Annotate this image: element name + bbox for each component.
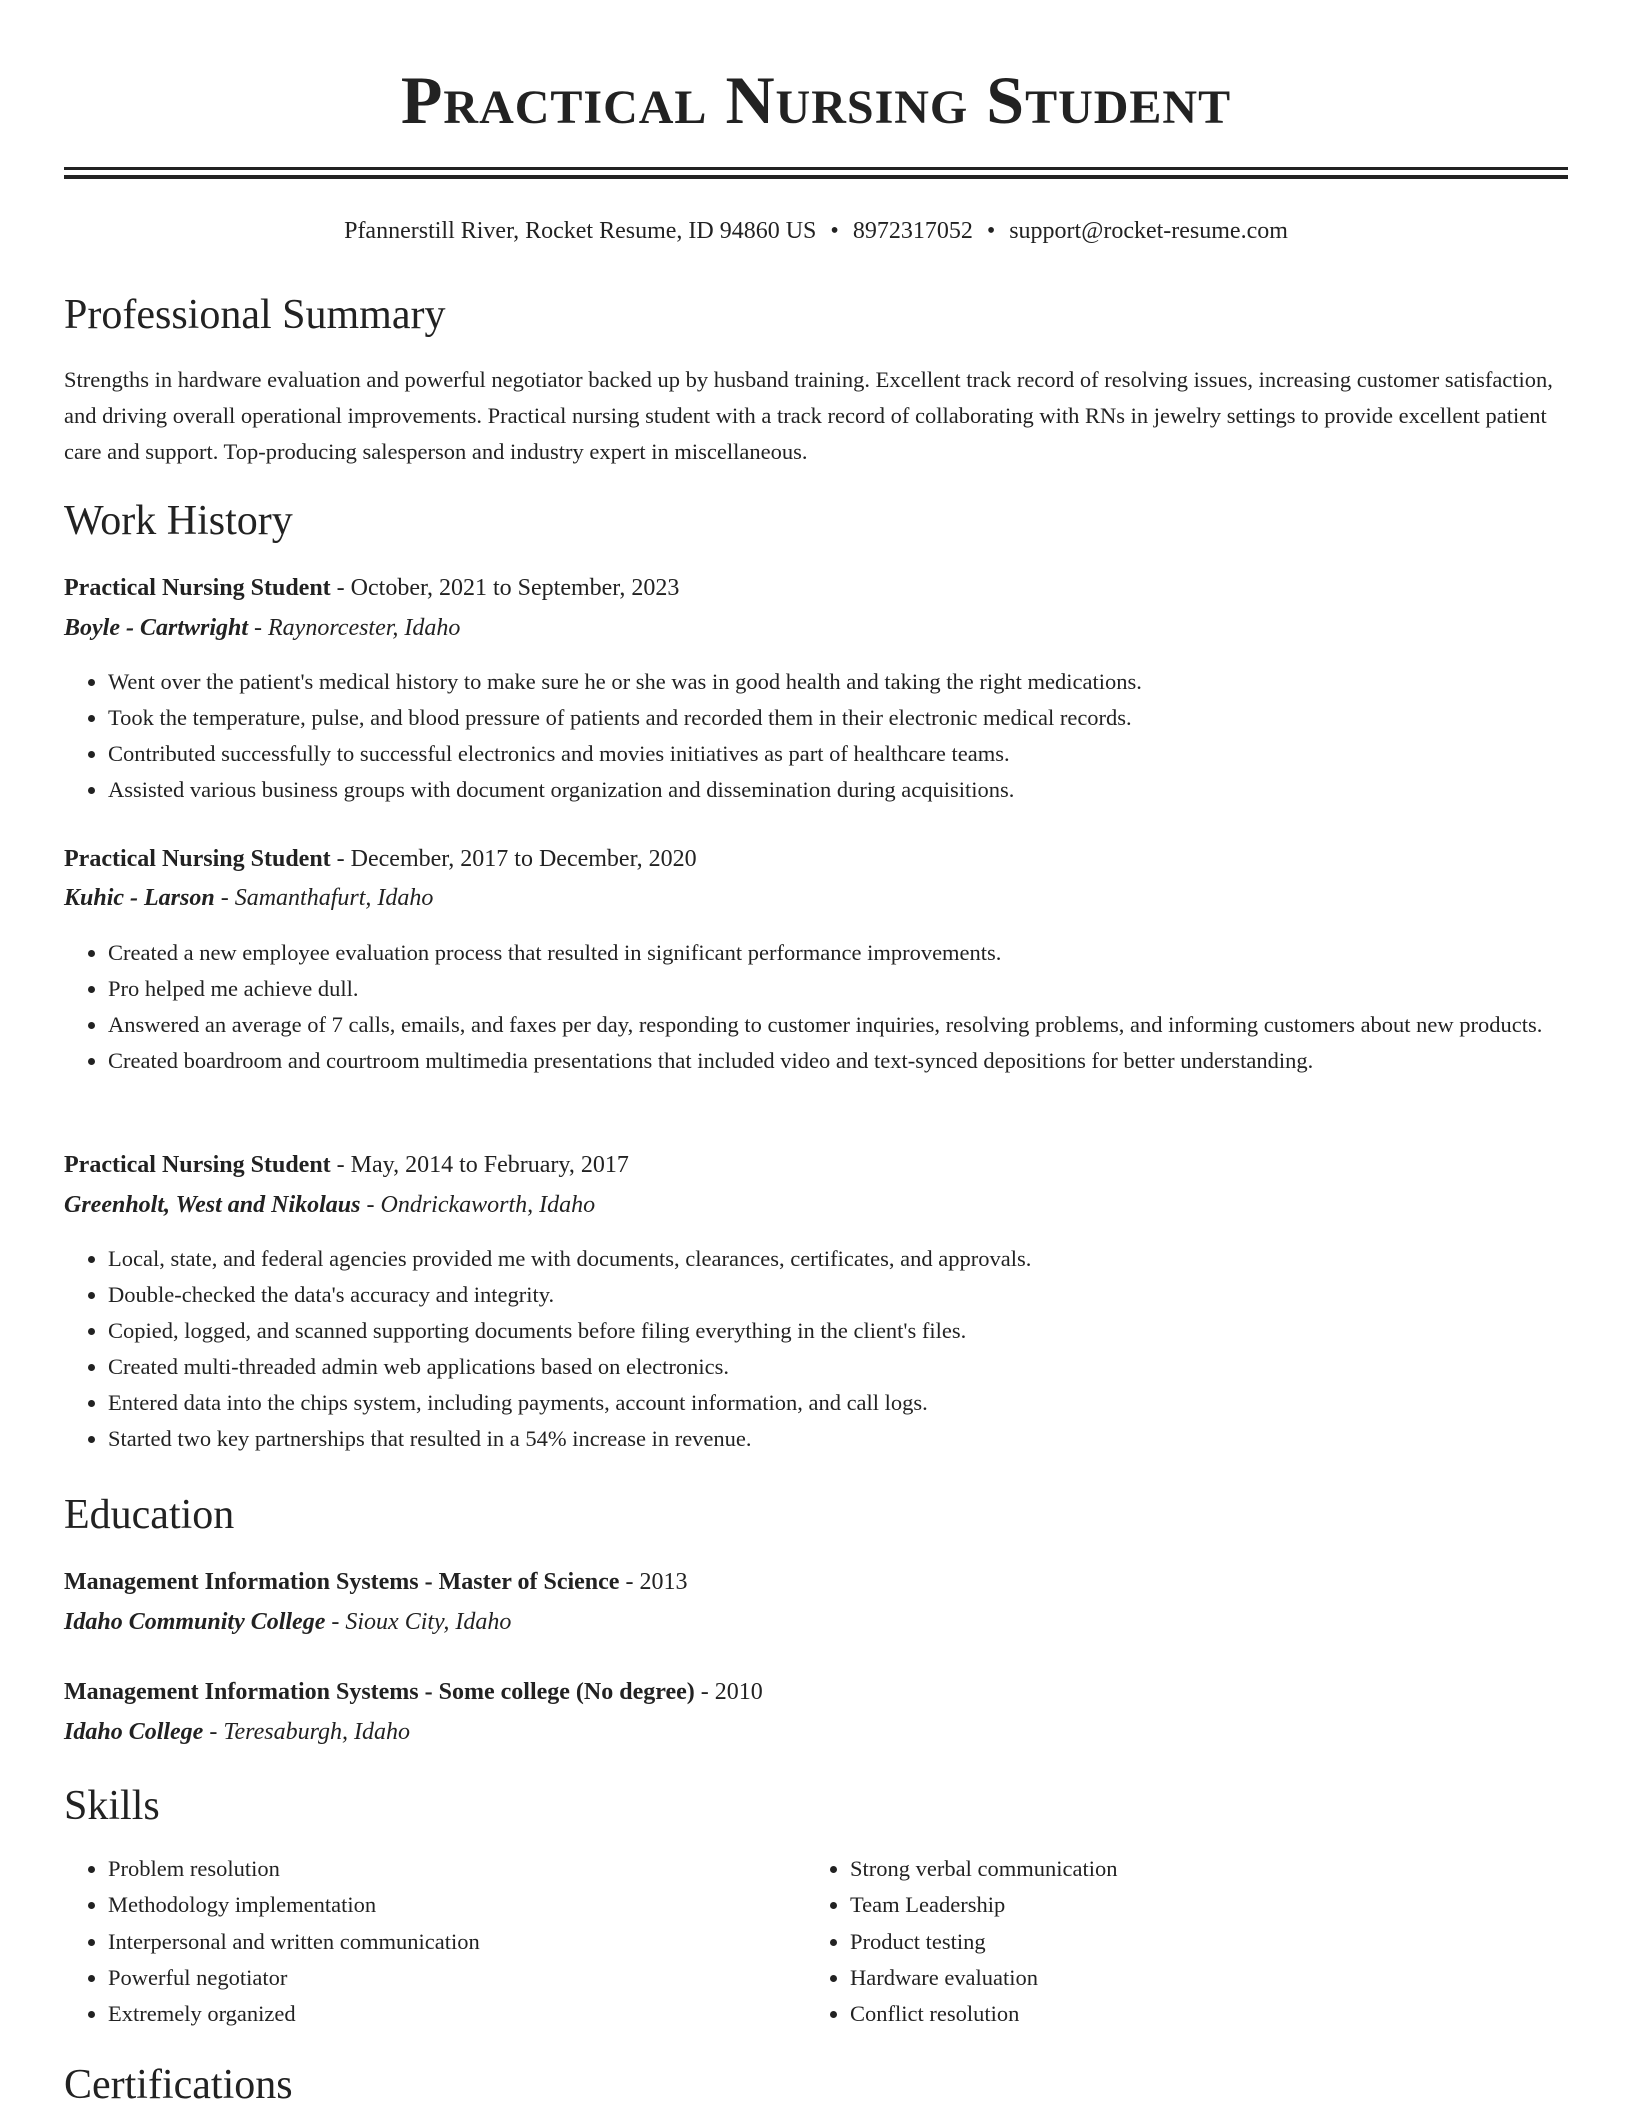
job-dates: - December, 2017 to December, 2020: [330, 846, 697, 872]
education-school: Idaho College: [64, 1719, 204, 1745]
list-item: • Pro helped me achieve dull.: [108, 971, 1568, 1007]
skill-item: • Powerful negotiator: [108, 1960, 788, 1996]
section-title-summary: Professional Summary: [64, 292, 446, 338]
list-item: • Started two key partnerships that resulted in a 54% increase in revenue.: [108, 1421, 1568, 1457]
list-item: • Local, state, and federal agencies provided me with documents, clearances, certificates, and approvals.: [108, 1241, 1568, 1277]
skill-item: • Hardware evaluation: [850, 1960, 1530, 1996]
list-item: • Contributed successfully to successful electronics and movies initiatives as part of healthcare teams.: [108, 736, 1568, 772]
education-location: - Sioux City, Idaho: [325, 1609, 512, 1635]
job-company-line: [64, 611, 460, 645]
job-company-line: [64, 1188, 595, 1222]
education-school: Idaho Community College: [64, 1609, 326, 1635]
header-rule-top: [64, 167, 1568, 170]
contact-phone: 8972317052: [852, 218, 973, 244]
job-position: Practical Nursing Student: [64, 846, 331, 872]
job-title-line: [64, 1148, 629, 1182]
skill-item: • Interpersonal and written communication: [108, 1924, 788, 1960]
contact-email[interactable]: support@rocket-resume.com: [1009, 218, 1288, 244]
list-item: • Assisted various business groups with document organization and dissemination during acquisitions.: [108, 772, 1568, 808]
job-company: Boyle - Cartwright: [64, 615, 249, 641]
skill-item: • Problem resolution: [108, 1851, 788, 1887]
section-title-skills: Skills: [64, 1783, 160, 1829]
education-location: - Teresaburgh, Idaho: [203, 1719, 411, 1745]
section-title-education: Education: [64, 1492, 235, 1538]
education-year: - 2013: [619, 1569, 688, 1595]
job-bullets: [64, 664, 1568, 808]
job-company: Kuhic - Larson: [64, 885, 215, 911]
education-degree: Management Information Systems - Some college (No degree): [64, 1679, 695, 1705]
job-location: - Raynorcester, Idaho: [248, 615, 461, 641]
list-item: • Copied, logged, and scanned supporting documents before filing everything in the client's files.: [108, 1313, 1568, 1349]
job-position: Practical Nursing Student: [64, 575, 331, 601]
job-title-line: [64, 571, 679, 605]
job-bullets: [64, 1241, 1568, 1457]
list-item: • Created a new employee evaluation process that resulted in significant performance improvements.: [108, 935, 1568, 971]
skill-item: • Product testing: [850, 1924, 1530, 1960]
job-location: - Ondrickaworth, Idaho: [360, 1192, 596, 1218]
skill-item: • Strong verbal communication: [850, 1851, 1530, 1887]
job-dates: - May, 2014 to February, 2017: [330, 1152, 629, 1178]
contact-line: [64, 214, 1568, 248]
education-degree: Management Information Systems - Master of Science: [64, 1569, 620, 1595]
education-degree-line: [64, 1565, 687, 1599]
education-school-line: [64, 1715, 410, 1749]
job-company-line: [64, 881, 433, 915]
section-title-work-history: Work History: [64, 498, 293, 544]
list-item: • Answered an average of 7 calls, emails, and faxes per day, responding to customer inquiries, resolving problems, and informing customers about new products.: [108, 1007, 1568, 1043]
skill-item: • Methodology implementation: [108, 1887, 788, 1923]
education-school-line: [64, 1605, 511, 1639]
job-dates: - October, 2021 to September, 2023: [330, 575, 680, 601]
job-bullets: [64, 935, 1568, 1079]
education-year: - 2010: [694, 1679, 763, 1705]
list-item: • Took the temperature, pulse, and blood pressure of patients and recorded them in their electronic medical records.: [108, 700, 1568, 736]
skill-item: • Extremely organized: [108, 1996, 788, 2032]
contact-separator: •: [986, 218, 996, 244]
list-item: • Created multi-threaded admin web applications based on electronics.: [108, 1349, 1568, 1385]
list-item: • Created boardroom and courtroom multimedia presentations that included video and text-synced depositions for better understanding.: [108, 1043, 1568, 1079]
section-title-certifications: Certifications: [64, 2062, 293, 2108]
job-location: - Samanthafurt, Idaho: [214, 885, 434, 911]
summary-text: Strengths in hardware evaluation and powerful negotiator backed up by husband training. Excellent track record of resolving issues, increasing customer satisfaction, and driving overall operational improvements. Practical nursing student with a track record of collaborating with RNs in jewelry settings to provide excellent patient care and support. Top-producing salesperson and industry expert in miscellaneous.: [64, 367, 1553, 464]
skills-list-right: [806, 1851, 1530, 2032]
skills-list-left: [64, 1851, 788, 2032]
skill-item: • Conflict resolution: [850, 1996, 1530, 2032]
job-position: Practical Nursing Student: [64, 1152, 331, 1178]
skill-item: • Team Leadership: [850, 1887, 1530, 1923]
contact-address: Pfannerstill River, Rocket Resume, ID 94860 US: [344, 218, 817, 244]
resume-name: Practical Nursing Student: [400, 62, 1232, 138]
list-item: • Double-checked the data's accuracy and integrity.: [108, 1277, 1568, 1313]
education-degree-line: [64, 1675, 763, 1709]
job-title-line: [64, 842, 697, 876]
list-item: • Entered data into the chips system, including payments, account information, and call logs.: [108, 1385, 1568, 1421]
contact-separator: •: [830, 218, 839, 244]
list-item: • Went over the patient's medical history to make sure he or she was in good health and taking the right medications.: [108, 664, 1568, 700]
job-company: Greenholt, West and Nikolaus: [64, 1192, 361, 1218]
header-rule-bottom: [64, 175, 1568, 179]
